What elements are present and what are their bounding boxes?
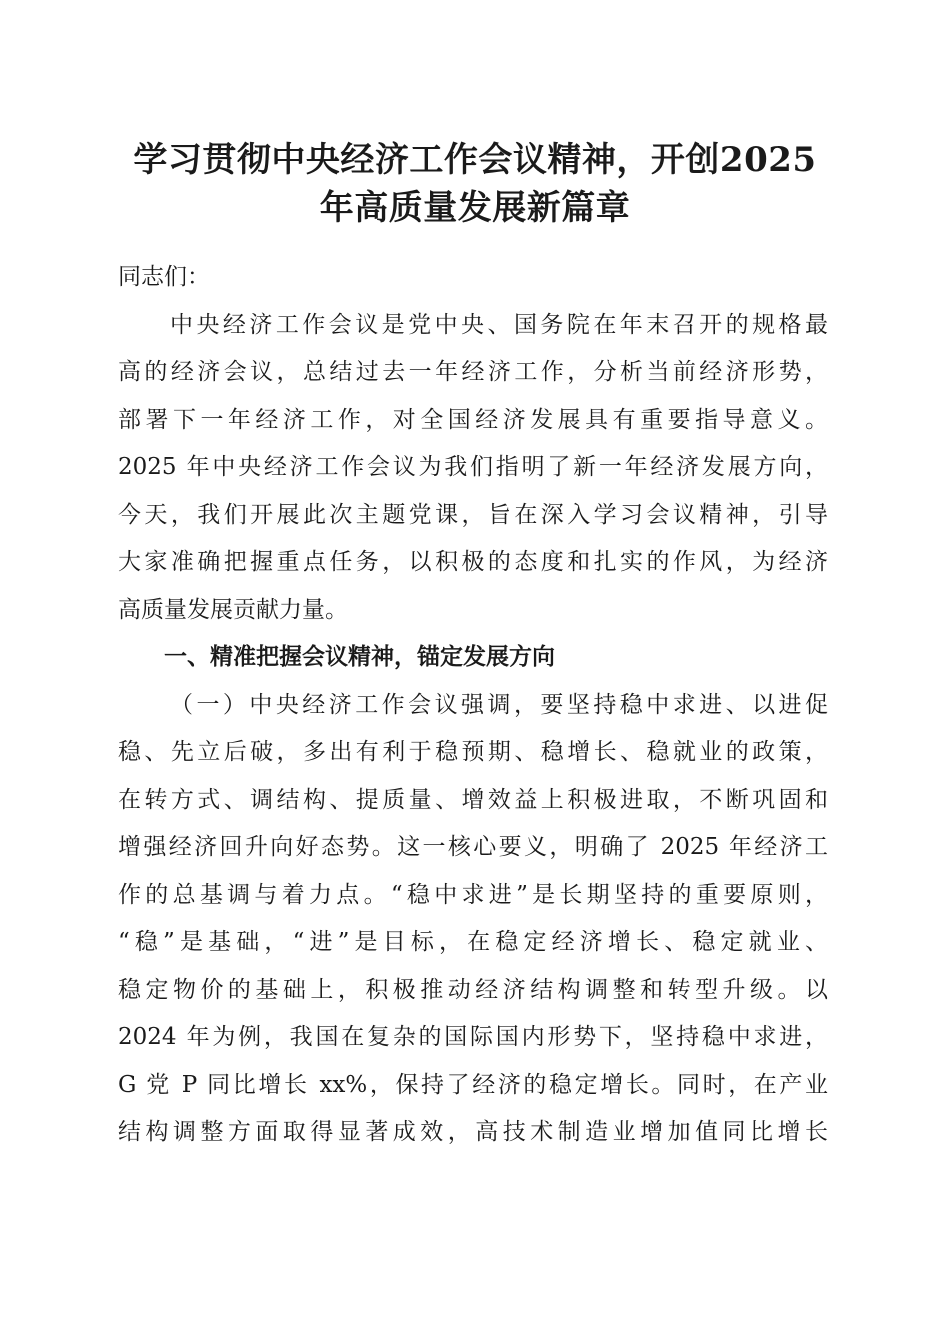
paragraph-section-1 [118,682,828,1157]
text-line: 高的经济会议，总结过去一年经济工作，分析当前经济形势， [118,359,828,385]
paragraph-intro [118,302,828,635]
text-line: “稳”是基础，“进”是目标，在稳定经济增长、稳定就业、 [118,929,828,955]
section-heading: 一、精准把握会议精神，锚定发展方向 [164,644,555,670]
text-line: 作的总基调与着力点。“稳中求进”是长期坚持的重要原则， [118,881,828,908]
text-line: 2025 年中央经济工作会议为我们指明了新一年经济发展方向， [118,454,828,480]
text-line: （一）中央经济工作会议强调，要坚持稳中求进、以进促 [170,691,828,718]
greeting: 同志们： [118,264,210,290]
text-line: 结构调整方面取得显著成效，高技术制造业增加值同比增长 [118,1119,828,1145]
title-line: 年高质量发展新篇章 [319,188,631,228]
document-title [100,136,850,232]
text-line: 稳、先立后破，多出有利于稳预期、稳增长、稳就业的政策， [118,739,828,765]
title-line: 学习贯彻中央经济工作会议精神，开创2025 [133,140,817,180]
text-line: 2024 年为例，我国在复杂的国际国内形势下，坚持稳中求进， [118,1024,828,1050]
text-line: 部署下一年经济工作，对全国经济发展具有重要指导意义。 [118,406,828,433]
text-line: G 党 P 同比增长 xx%，保持了经济的稳定增长。同时，在产业 [118,1071,828,1098]
text-line: 今天，我们开展此次主题党课，旨在深入学习会议精神，引导 [118,501,828,528]
text-line: 中央经济工作会议是党中央、国务院在年末召开的规格最 [170,311,828,338]
document-body [118,254,828,1157]
text-line: 高质量发展贡献力量。 [118,596,348,623]
text-line: 增强经济回升向好态势。这一核心要义，明确了 2025 年经济工 [118,834,828,860]
text-line: 在转方式、调结构、提质量、增效益上积极进取，不断巩固和 [118,786,828,813]
text-line: 稳定物价的基础上，积极推动经济结构调整和转型升级。以 [118,976,828,1003]
text-line: 大家准确把握重点任务，以积极的态度和扎实的作风，为经济 [118,549,828,575]
